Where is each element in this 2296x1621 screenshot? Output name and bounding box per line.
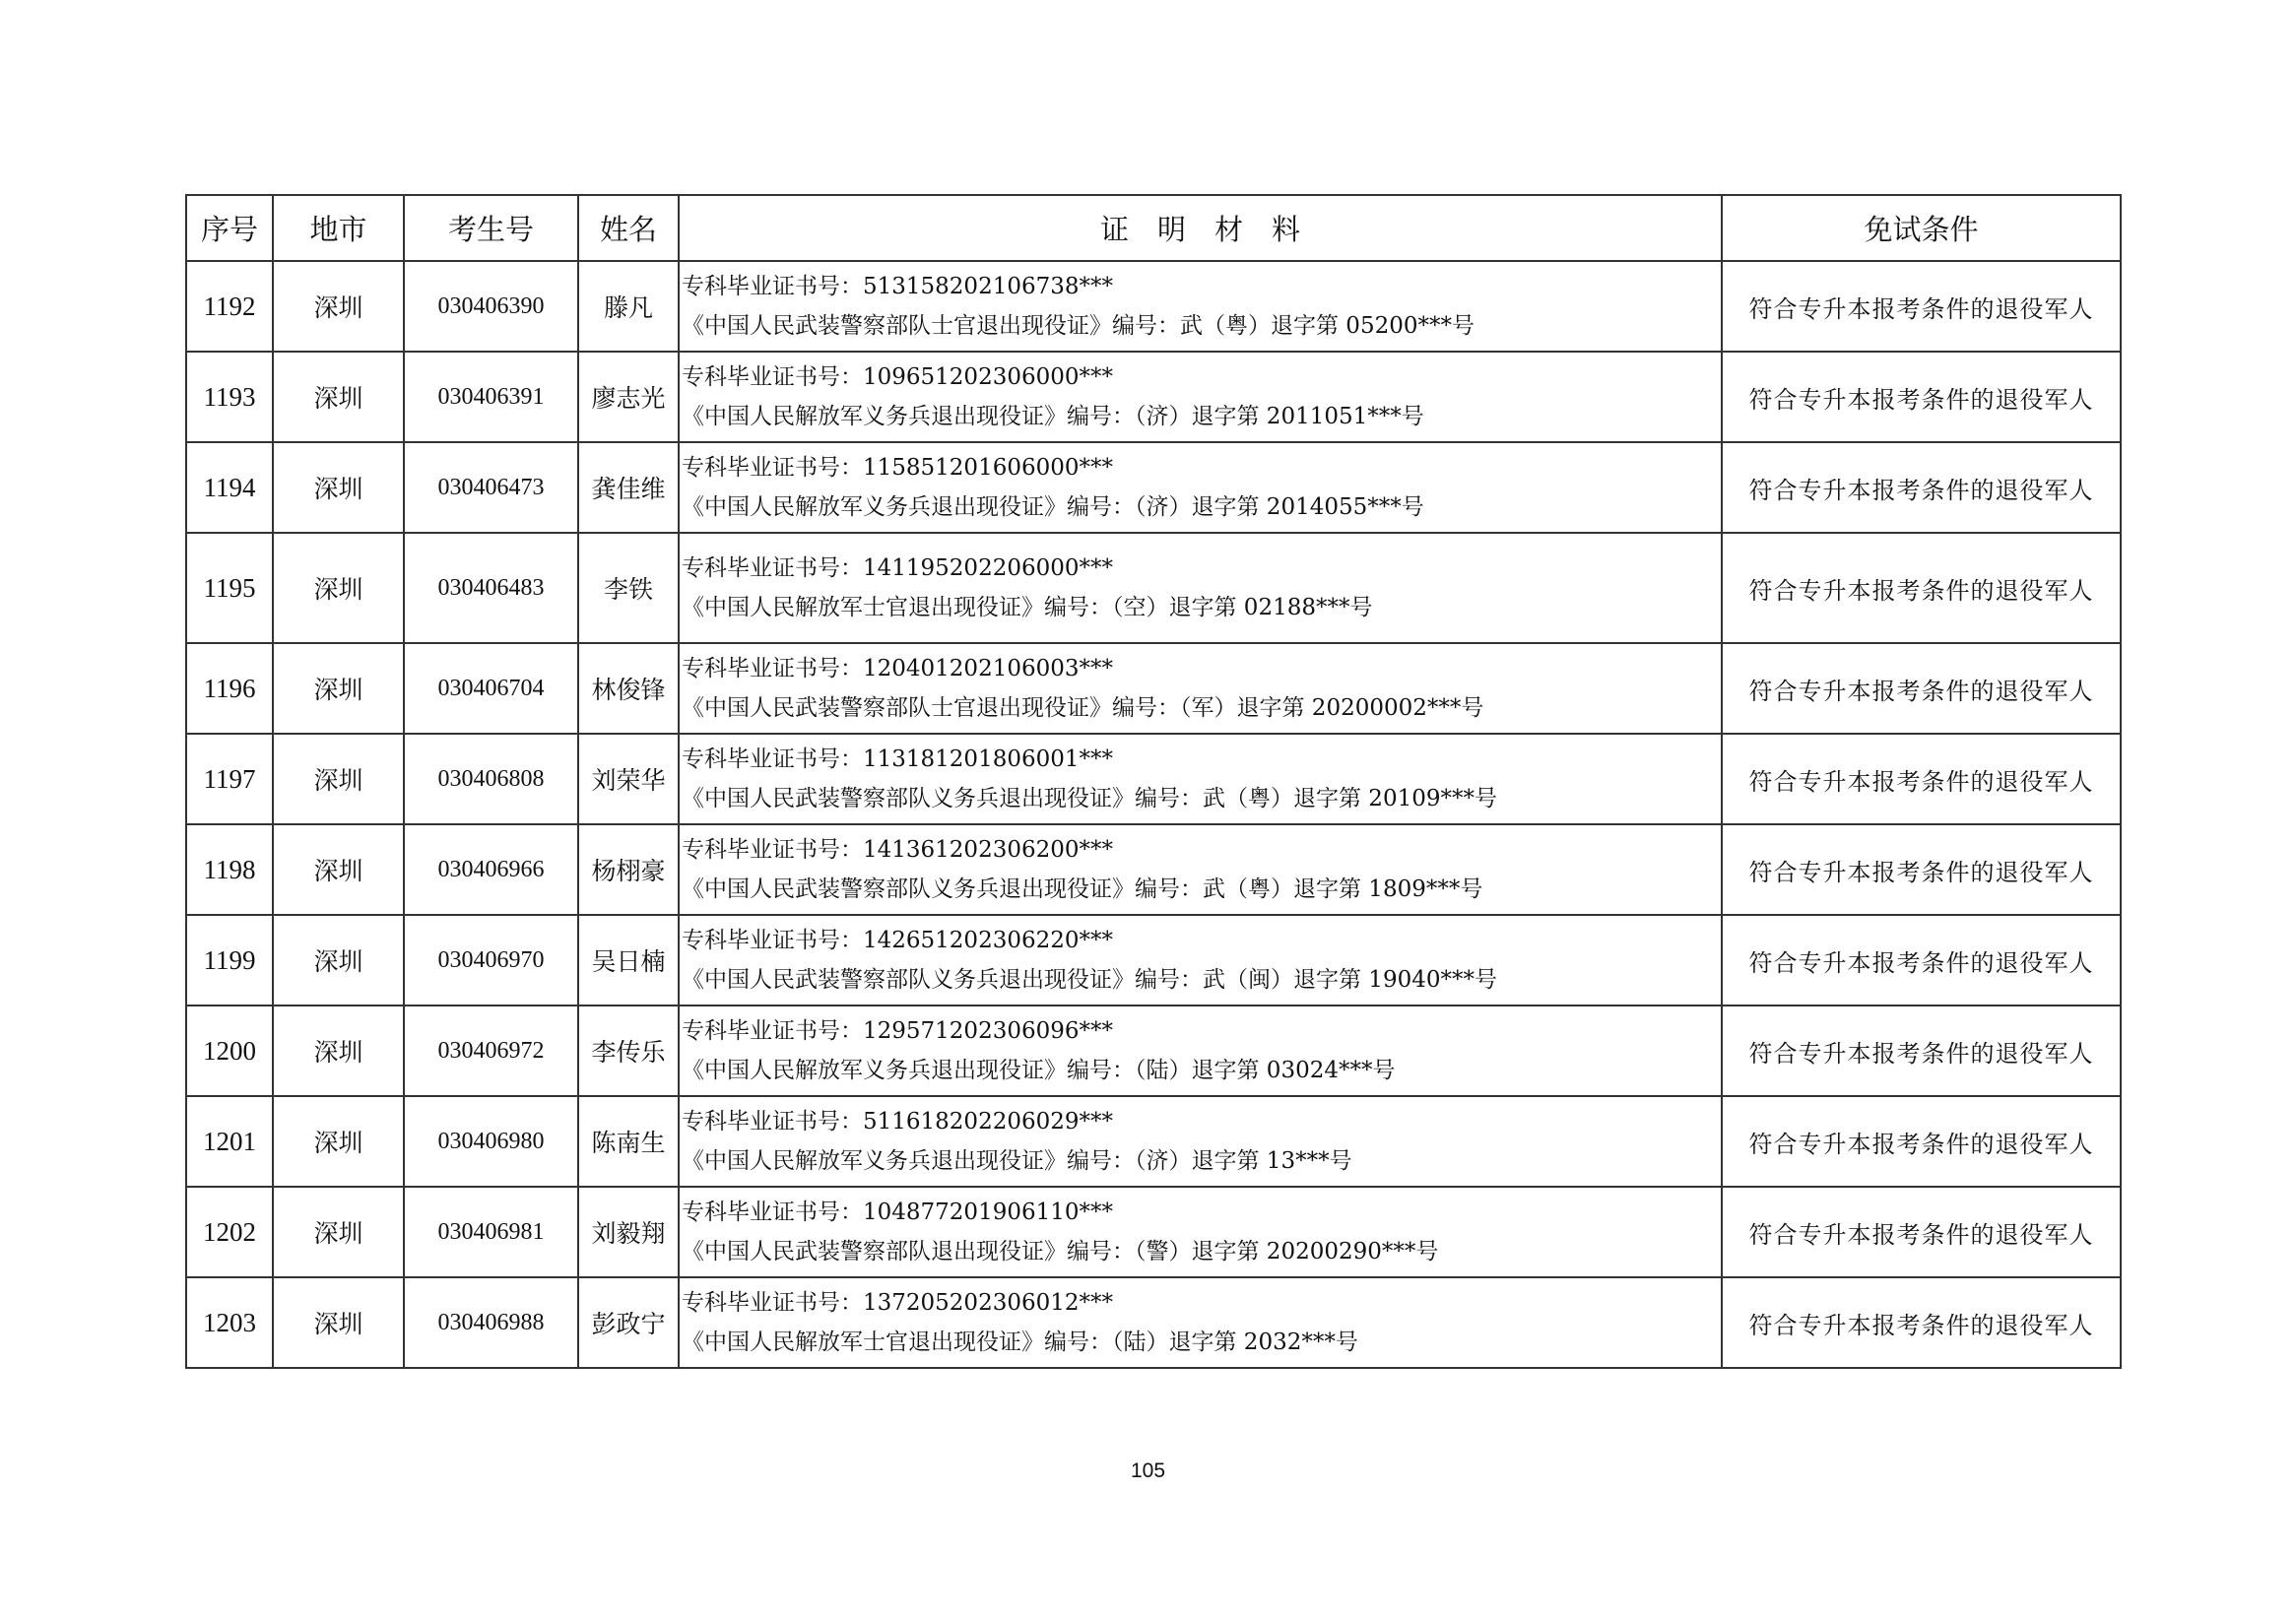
cell-name: 李传乐	[578, 1005, 679, 1096]
discharge-certificate: 《中国人民解放军士官退出现役证》编号：（空）退字第 02188***号	[682, 595, 1373, 620]
cell-seq: 1201	[186, 1096, 273, 1187]
cell-name: 刘毅翔	[578, 1187, 679, 1277]
diploma-number: 专科毕业证书号：137205202306012***	[682, 1290, 1113, 1316]
cell-condition: 符合专升本报考条件的退役军人	[1722, 1277, 2121, 1368]
cell-condition: 符合专升本报考条件的退役军人	[1722, 533, 2121, 643]
table-row	[186, 261, 2121, 352]
cell-seq: 1192	[186, 261, 273, 352]
header-exam-id: 考生号	[404, 195, 578, 261]
table-row	[186, 1005, 2121, 1096]
cell-id: 030406980	[404, 1096, 578, 1187]
cell-proof	[679, 533, 1722, 643]
cell-city: 深圳	[273, 824, 404, 915]
header-seq: 序号	[186, 195, 273, 261]
cell-condition: 符合专升本报考条件的退役军人	[1722, 1187, 2121, 1277]
cell-city: 深圳	[273, 734, 404, 824]
diploma-number: 专科毕业证书号：142651202306220***	[682, 928, 1113, 953]
diploma-number: 专科毕业证书号：120401202106003***	[682, 656, 1113, 681]
table-row	[186, 643, 2121, 734]
discharge-certificate: 《中国人民解放军士官退出现役证》编号：（陆）退字第 2032***号	[682, 1329, 1358, 1355]
cell-id: 030406966	[404, 824, 578, 915]
cell-name: 陈南生	[578, 1096, 679, 1187]
diploma-number: 专科毕业证书号：115851201606000***	[682, 455, 1113, 481]
discharge-certificate: 《中国人民解放军义务兵退出现役证》编号：（济）退字第 13***号	[682, 1148, 1352, 1174]
cell-proof	[679, 352, 1722, 442]
cell-id: 030406473	[404, 442, 578, 533]
cell-name: 龚佳维	[578, 442, 679, 533]
discharge-certificate: 《中国人民武装警察部队义务兵退出现役证》编号：武（粤）退字第 20109***号	[682, 786, 1497, 811]
cell-condition: 符合专升本报考条件的退役军人	[1722, 824, 2121, 915]
discharge-certificate: 《中国人民武装警察部队士官退出现役证》编号：（军）退字第 20200002***号	[682, 695, 1484, 721]
cell-id: 030406972	[404, 1005, 578, 1096]
discharge-certificate: 《中国人民解放军义务兵退出现役证》编号：（济）退字第 2011051***号	[682, 404, 1424, 429]
cell-city: 深圳	[273, 1005, 404, 1096]
discharge-certificate: 《中国人民解放军义务兵退出现役证》编号：（济）退字第 2014055***号	[682, 494, 1424, 520]
table-row	[186, 824, 2121, 915]
cell-city: 深圳	[273, 533, 404, 643]
cell-seq: 1194	[186, 442, 273, 533]
cell-seq: 1202	[186, 1187, 273, 1277]
table-header	[186, 195, 2121, 261]
cell-id: 030406483	[404, 533, 578, 643]
cell-condition: 符合专升本报考条件的退役军人	[1722, 1005, 2121, 1096]
cell-condition: 符合专升本报考条件的退役军人	[1722, 1096, 2121, 1187]
table-row	[186, 1277, 2121, 1368]
cell-city: 深圳	[273, 1096, 404, 1187]
cell-seq: 1196	[186, 643, 273, 734]
diploma-number: 专科毕业证书号：511618202206029***	[682, 1109, 1113, 1135]
table-body	[186, 261, 2121, 1368]
cell-proof	[679, 643, 1722, 734]
header-row	[186, 195, 2121, 261]
discharge-certificate: 《中国人民武装警察部队退出现役证》编号：（警）退字第 20200290***号	[682, 1239, 1439, 1264]
cell-proof	[679, 915, 1722, 1005]
cell-proof	[679, 1187, 1722, 1277]
cell-name: 彭政宁	[578, 1277, 679, 1368]
cell-condition: 符合专升本报考条件的退役军人	[1722, 261, 2121, 352]
table-row	[186, 915, 2121, 1005]
cell-name: 杨栩豪	[578, 824, 679, 915]
cell-city: 深圳	[273, 261, 404, 352]
cell-id: 030406704	[404, 643, 578, 734]
diploma-number: 专科毕业证书号：113181201806001***	[682, 746, 1113, 772]
cell-id: 030406390	[404, 261, 578, 352]
cell-proof	[679, 261, 1722, 352]
header-proof: 证 明 材 料	[679, 195, 1722, 261]
cell-name: 林俊锋	[578, 643, 679, 734]
cell-seq: 1199	[186, 915, 273, 1005]
cell-proof	[679, 824, 1722, 915]
diploma-number: 专科毕业证书号：141195202206000***	[682, 555, 1113, 581]
cell-proof	[679, 442, 1722, 533]
cell-condition: 符合专升本报考条件的退役军人	[1722, 734, 2121, 824]
cell-id: 030406970	[404, 915, 578, 1005]
diploma-number: 专科毕业证书号：129571202306096***	[682, 1018, 1113, 1044]
cell-condition: 符合专升本报考条件的退役军人	[1722, 352, 2121, 442]
table-row	[186, 533, 2121, 643]
discharge-certificate: 《中国人民武装警察部队士官退出现役证》编号：武（粤）退字第 05200***号	[682, 313, 1475, 339]
diploma-number: 专科毕业证书号：141361202306200***	[682, 837, 1113, 863]
discharge-certificate: 《中国人民武装警察部队义务兵退出现役证》编号：武（闽）退字第 19040***号	[682, 967, 1497, 993]
cell-id: 030406988	[404, 1277, 578, 1368]
cell-proof	[679, 1096, 1722, 1187]
cell-proof	[679, 1277, 1722, 1368]
diploma-number: 专科毕业证书号：109651202306000***	[682, 364, 1113, 390]
cell-id: 030406808	[404, 734, 578, 824]
cell-name: 廖志光	[578, 352, 679, 442]
header-name: 姓名	[578, 195, 679, 261]
cell-name: 吴日楠	[578, 915, 679, 1005]
exemption-list-table	[185, 194, 2122, 1369]
diploma-number: 专科毕业证书号：513158202106738***	[682, 274, 1113, 299]
header-condition: 免试条件	[1722, 195, 2121, 261]
cell-city: 深圳	[273, 442, 404, 533]
cell-proof	[679, 734, 1722, 824]
cell-condition: 符合专升本报考条件的退役军人	[1722, 915, 2121, 1005]
table-row	[186, 1187, 2121, 1277]
table-row	[186, 734, 2121, 824]
cell-city: 深圳	[273, 352, 404, 442]
diploma-number: 专科毕业证书号：104877201906110***	[682, 1200, 1113, 1225]
cell-proof	[679, 1005, 1722, 1096]
cell-seq: 1200	[186, 1005, 273, 1096]
cell-city: 深圳	[273, 1187, 404, 1277]
cell-seq: 1193	[186, 352, 273, 442]
cell-city: 深圳	[273, 915, 404, 1005]
cell-name: 李铁	[578, 533, 679, 643]
cell-seq: 1203	[186, 1277, 273, 1368]
table-row	[186, 352, 2121, 442]
cell-seq: 1197	[186, 734, 273, 824]
cell-seq: 1198	[186, 824, 273, 915]
table-row	[186, 442, 2121, 533]
cell-seq: 1195	[186, 533, 273, 643]
header-city: 地市	[273, 195, 404, 261]
page-number: 105	[1130, 1459, 1166, 1482]
cell-id: 030406391	[404, 352, 578, 442]
discharge-certificate: 《中国人民解放军义务兵退出现役证》编号：（陆）退字第 03024***号	[682, 1058, 1396, 1083]
discharge-certificate: 《中国人民武装警察部队义务兵退出现役证》编号：武（粤）退字第 1809***号	[682, 876, 1483, 902]
cell-name: 滕凡	[578, 261, 679, 352]
cell-name: 刘荣华	[578, 734, 679, 824]
table-row	[186, 1096, 2121, 1187]
cell-city: 深圳	[273, 1277, 404, 1368]
cell-city: 深圳	[273, 643, 404, 734]
cell-id: 030406981	[404, 1187, 578, 1277]
cell-condition: 符合专升本报考条件的退役军人	[1722, 643, 2121, 734]
cell-condition: 符合专升本报考条件的退役军人	[1722, 442, 2121, 533]
